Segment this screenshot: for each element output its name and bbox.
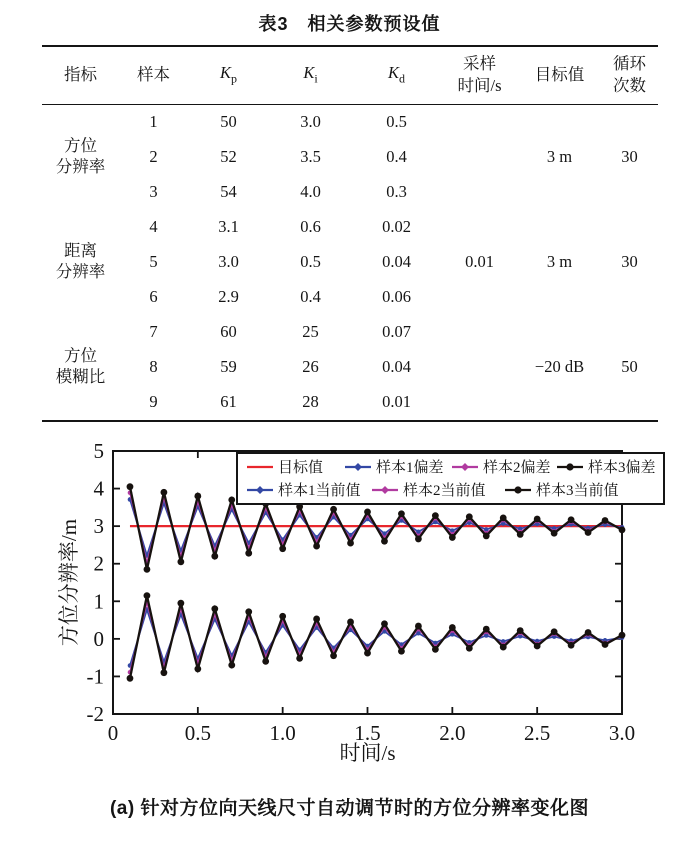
- header-ki: [270, 46, 352, 104]
- s3_cur-marker: [330, 505, 337, 512]
- x-tick-label: 1.5: [354, 720, 381, 745]
- header-kp: [188, 46, 270, 104]
- x-tick-label: 1.0: [269, 720, 296, 745]
- kd-subscript: d: [399, 71, 405, 86]
- indicator-line2: 模糊比: [55, 367, 106, 387]
- y-tick-label: -1: [86, 663, 104, 688]
- legend-label: 样本3当前值: [536, 482, 619, 499]
- legend-label: 样本2偏差: [483, 459, 551, 476]
- cell-cycles-2: 30: [621, 251, 638, 271]
- s3_cur-marker: [177, 558, 184, 565]
- s3_cur-marker: [568, 516, 575, 523]
- azimuth-resolution-chart: [0, 438, 699, 772]
- s3_dev-line: [130, 595, 622, 678]
- table-title: 表3 相关参数预设值: [258, 14, 441, 34]
- cell-sampling-time: 0.01: [465, 251, 494, 271]
- header-cycles-line1: 循环: [613, 54, 646, 73]
- figure-caption: (a) 针对方位向天线尺寸自动调节时的方位分辨率变化图: [109, 797, 589, 819]
- cell-ki: 4.0: [300, 181, 321, 201]
- legend-label: 样本2当前值: [403, 482, 486, 499]
- s3_cur-marker: [500, 514, 507, 521]
- cell-ki: 0.4: [300, 286, 321, 306]
- s3_dev-marker: [381, 620, 388, 627]
- s3_dev-marker: [500, 643, 507, 650]
- x-tick-label: 0: [107, 720, 119, 745]
- y-tick-label: -2: [86, 701, 104, 726]
- x-axis-label: 时间/s: [339, 740, 396, 765]
- s3_dev-marker: [415, 622, 422, 629]
- table-row: [42, 104, 658, 140]
- cell-kp: 50: [220, 111, 237, 131]
- cell-kd: 0.04: [382, 356, 411, 376]
- cell-sample: 8: [149, 356, 158, 376]
- cell-ki: 25: [302, 321, 319, 341]
- cell-kp: 59: [220, 356, 237, 376]
- s3_dev-marker: [466, 644, 473, 651]
- cell-ki: 26: [302, 356, 319, 376]
- s3_cur-marker: [364, 508, 371, 515]
- x-tick-label: 2.0: [439, 720, 466, 745]
- cell-kd: 0.3: [386, 181, 407, 201]
- cell-ki: 28: [302, 391, 319, 411]
- s3_dev-marker: [194, 665, 201, 672]
- s3_cur-marker: [398, 510, 405, 517]
- y-tick-label: 4: [93, 476, 104, 501]
- s3_dev-marker: [483, 625, 490, 632]
- s3_dev-marker: [449, 624, 456, 631]
- s3_cur-marker: [245, 549, 252, 556]
- s3_cur-marker: [466, 513, 473, 520]
- s3_dev-marker: [534, 642, 541, 649]
- cell-target-3: −20 dB: [534, 356, 585, 376]
- legend-label: 样本1偏差: [376, 459, 444, 476]
- indicator-line2: 分辨率: [55, 262, 106, 282]
- y-tick-label: 1: [93, 588, 104, 613]
- s3_cur-marker: [211, 552, 218, 559]
- header-indicator: 指标: [42, 46, 120, 104]
- x-tick-label: 0.5: [184, 720, 211, 745]
- s3_cur-marker: [228, 496, 235, 503]
- s3_cur-marker: [347, 539, 354, 546]
- s3_cur-marker: [415, 535, 422, 542]
- cell-sample: 1: [149, 111, 158, 131]
- s3_cur-marker: [449, 534, 456, 541]
- s3_dev-marker: [619, 631, 626, 638]
- header-target: 目标值: [518, 46, 602, 104]
- cell-target-2: 3 m: [546, 251, 573, 271]
- s3_dev-marker: [127, 674, 134, 681]
- cell-kd: 0.07: [382, 321, 411, 341]
- cell-sample: 9: [149, 391, 158, 411]
- cell-kd: 0.06: [382, 286, 411, 306]
- cell-kd: 0.04: [382, 251, 411, 271]
- s3_dev-marker: [364, 649, 371, 656]
- indicator-line1: 方位: [64, 136, 97, 156]
- s3_dev-marker: [585, 629, 592, 636]
- s3_dev-marker: [568, 641, 575, 648]
- cell-sample: 6: [149, 286, 158, 306]
- s3_dev-marker: [144, 592, 151, 599]
- cell-kd: 0.02: [382, 216, 411, 236]
- s3_dev-marker: [347, 618, 354, 625]
- s3_cur-marker: [432, 512, 439, 519]
- y-axis-label: 方位分辨率/m: [57, 518, 81, 646]
- cell-kp: 60: [220, 321, 237, 341]
- cell-sample: 7: [149, 321, 158, 341]
- s3_cur-marker: [534, 515, 541, 522]
- y-tick-label: 0: [93, 626, 104, 651]
- header-kd: [352, 46, 442, 104]
- s3_dev-marker: [432, 646, 439, 653]
- s3_cur-marker: [144, 565, 151, 572]
- cell-kd: 0.5: [386, 111, 407, 131]
- s3_dev-marker: [330, 652, 337, 659]
- table-row: [42, 210, 658, 245]
- kd-symbol: K: [387, 63, 399, 83]
- s3_dev-marker: [296, 655, 303, 662]
- y-tick-label: 2: [93, 551, 104, 576]
- s3_dev-marker: [211, 605, 218, 612]
- s3_dev-marker: [551, 628, 558, 635]
- header-sampling-line2: 时间/s: [457, 75, 502, 95]
- indicator-line2: 分辨率: [55, 157, 106, 177]
- s3_dev-marker: [602, 641, 609, 648]
- cell-kp: 52: [220, 146, 237, 166]
- x-tick-label: 3.0: [608, 720, 636, 745]
- x-tick-label: 2.5: [524, 720, 551, 745]
- y-tick-label: 3: [93, 513, 104, 538]
- legend-marker-icon: [514, 486, 521, 493]
- cell-cycles-3: 50: [621, 356, 638, 376]
- s3_dev-marker: [398, 647, 405, 654]
- cell-sample: 3: [149, 181, 158, 201]
- kp-symbol: K: [219, 63, 231, 83]
- s3_cur-marker: [602, 517, 609, 524]
- s3_dev-marker: [177, 599, 184, 606]
- y-tick-label: 5: [93, 438, 104, 463]
- cell-ki: 0.6: [300, 216, 321, 236]
- legend-marker-icon: [566, 463, 573, 470]
- s3_cur-marker: [381, 537, 388, 544]
- cell-target-1: 3 m: [546, 146, 573, 166]
- cell-kp: 2.9: [218, 286, 239, 306]
- legend-label: 样本3偏差: [588, 459, 656, 476]
- s3_dev-marker: [161, 669, 168, 676]
- cell-indicator-range-resolution: [42, 210, 120, 315]
- s3_dev-marker: [262, 658, 269, 665]
- cell-kd: 0.01: [382, 391, 411, 411]
- header-cycles-line2: 次数: [613, 75, 646, 95]
- cell-cycles-1: 30: [621, 146, 638, 166]
- header-cycles: [602, 46, 658, 104]
- kp-subscript: p: [231, 71, 237, 86]
- ki-symbol: K: [303, 63, 315, 83]
- s3_dev-marker: [279, 612, 286, 619]
- legend-label: 目标值: [278, 459, 324, 476]
- cell-kp: 54: [220, 181, 237, 201]
- s3_dev-marker: [228, 661, 235, 668]
- s3_dev-marker: [245, 608, 252, 615]
- cell-ki: 3.5: [300, 146, 321, 166]
- s3_cur-marker: [127, 483, 134, 490]
- header-sampling-time: [442, 46, 518, 104]
- cell-kd: 0.4: [386, 146, 407, 166]
- cell-kp: 3.1: [218, 216, 239, 236]
- table-header-row: [42, 46, 658, 104]
- figure-area: [0, 438, 699, 777]
- cell-sample: 2: [149, 146, 158, 166]
- cell-kp: 61: [220, 391, 237, 411]
- s3_cur-marker: [313, 542, 320, 549]
- indicator-line1: 距离: [64, 241, 97, 261]
- header-sampling-line1: 采样: [463, 54, 496, 73]
- s3_cur-marker: [517, 531, 524, 538]
- s3_cur-marker: [551, 529, 558, 536]
- cell-kp: 3.0: [218, 251, 239, 271]
- s3_cur-marker: [585, 529, 592, 536]
- s3_cur-marker: [619, 526, 626, 533]
- table-row: [42, 315, 658, 350]
- header-sample: 样本: [120, 46, 188, 104]
- s3_cur-marker: [194, 492, 201, 499]
- cell-sample: 5: [149, 251, 158, 271]
- s3_dev-marker: [313, 615, 320, 622]
- s3_cur-marker: [161, 488, 168, 495]
- s3_cur-marker: [483, 532, 490, 539]
- s3_cur-marker: [279, 545, 286, 552]
- s3_dev-marker: [517, 627, 524, 634]
- indicator-line1: 方位: [64, 346, 97, 366]
- cell-indicator-azimuth-ambiguity: [42, 315, 120, 421]
- legend-label: 样本1当前值: [278, 482, 361, 499]
- cell-sample: 4: [149, 216, 158, 236]
- cell-ki: 3.0: [300, 111, 321, 131]
- ki-subscript: i: [314, 71, 318, 86]
- parameters-table: [42, 45, 658, 422]
- cell-ki: 0.5: [300, 251, 321, 271]
- cell-indicator-azimuth-resolution: [42, 104, 120, 210]
